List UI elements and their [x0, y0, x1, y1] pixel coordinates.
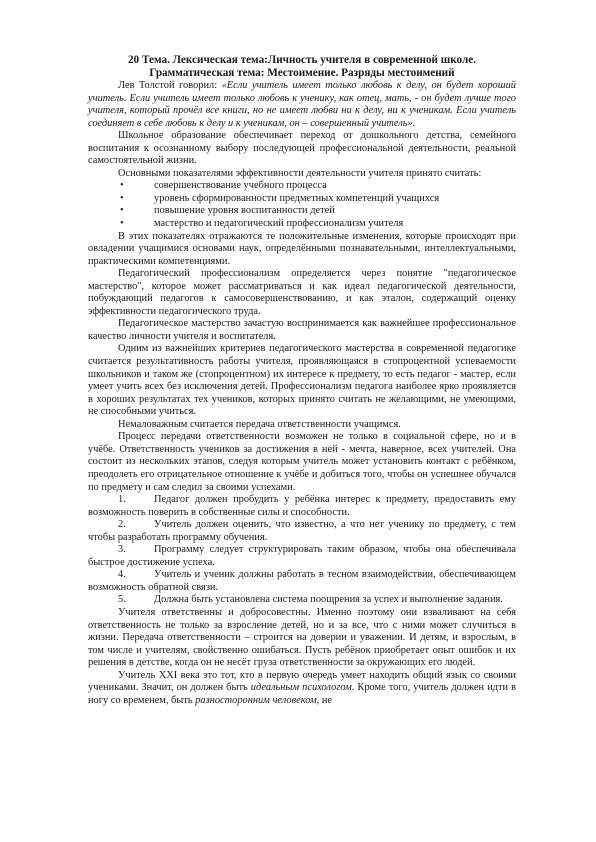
item-text: Учитель и ученик должны работать в тесном взаимодействии, обеспечивающем возможность обратной связи. [88, 569, 516, 593]
item-text: Программу следует структурировать таким образом, чтобы она обеспечивала быстрое достижение успеха. [88, 544, 516, 568]
emphasis-psychologist: идеальным психологом [250, 682, 352, 694]
paragraph-teacher-21st-century [88, 670, 516, 708]
bullet-item [88, 180, 516, 193]
tolstoy-quote-paragraph [88, 80, 516, 130]
emphasis-versatile-person: разносторонним человеком [195, 694, 317, 706]
bullet-text: уровень сформированности предметных компетенций учащихся [154, 192, 440, 204]
paragraph-professionalism: Педагогический профессионализм определяется через понятие "педагогическое мастерство", которое может рассматриваться и как идеал педагогической деятельности, побуждающий педагогов к самосовершенствованию, и как эталон, содержащий оценку эффективности педагогического труда. [88, 268, 516, 317]
item-number: 3. [118, 544, 126, 556]
bullet-icon: • [120, 218, 124, 230]
item-text: Учитель должен оценить, что известно, а что нет ученику по предмету, с тем чтобы разработать программу обучения. [88, 519, 516, 543]
title-line-2: Грамматическая тема: Местоимение. Разряды местоимений [149, 67, 455, 79]
bullet-icon: • [120, 180, 124, 192]
bullet-text: мастерство и педагогический профессионализм учителя [154, 218, 404, 230]
item-number: 1. [118, 494, 126, 506]
numbered-item [88, 494, 516, 519]
item-number: 5. [118, 594, 126, 606]
paragraph-mastery: Педагогическое мастерство зачастую воспринимается как важнейшее профессиональное качество личности учителя и воспитателя. [88, 318, 516, 342]
numbered-item [88, 569, 516, 594]
numbered-item [88, 594, 516, 607]
paragraph-criteria: Одним из важнейших критериев педагогического мастерства в современной педагогике считается результативность работы учителя, проявляющаяся в стопроцентной успеваемости школьников и таком же (стопроцентном) их интересе к предмету, то есть педагог - мастер, если умеет учить всех без исключения детей. Профессионализм педагога наиболее ярко проявляется в хороших результатах тех учеников, которых принято считать не желающими, не умеющими, не способными учиться. [88, 343, 516, 418]
paragraph-responsibility-process: Процесс передачи ответственности возможен не только в социальной сфере, но и в учёбе. Ответственность учеников за достижения в ней - мечта, наверное, всех учителей. Она состоит из нескольких этапов, следуя которым учитель может установить контакт с ребёнком, преодолеть его отрицательное отношение к учёбе и добиться того, чтобы он успешнее обучался по предмету и сам следил за своими успехами. [88, 431, 516, 493]
paragraph-indicators-changes: В этих показателях отражаются те положительные изменения, которые происходят при овладении учащимися основами наук, определёнными познавательными, интеллектуальными, практическими компетенциями. [88, 230, 516, 267]
document-page [88, 54, 516, 707]
item-text: Педагог должен пробудить у ребёнка интерес к предмету, предоставить ему возможность поверить в собственные силы и способности. [88, 494, 516, 518]
paragraph-indicators-intro: Основными показателями эффективности деятельности учителя принято считать: [118, 167, 482, 179]
numbered-item [88, 544, 516, 569]
paragraph-text: . Кроме того, учитель должен идти в ногу со временем, быть [88, 682, 517, 706]
paragraph-text: , не [316, 694, 333, 706]
paragraph-responsibility: Немаловажным считается передача ответственности учащимся. [118, 418, 401, 430]
numbered-item [88, 519, 516, 544]
quote-intro: Лев Толстой говорил: [118, 80, 222, 91]
paragraph-text: Учитель XXI века это тот, кто в первую очередь умеет находить общий язык со своими учениками. Значит, он должен быть [88, 669, 516, 694]
quote-text: «Если учитель имеет только любовь к делу, он будет хороший учитель. Если учитель имеет только любовь к ученику, как отец, мать, - он будет лучше того учителя, который прочёл все книги, но не имеет любви ни к делу, ни к ученикам. Если учитель соединяет в себе любовь к делу и к ученикам, он – совершенный учитель». [88, 80, 516, 129]
item-number: 4. [118, 569, 126, 581]
bullet-text: совершенствование учебного процесса [154, 180, 327, 192]
item-text: Должна быть установлена система поощрения за успех и выполнение задания. [154, 594, 503, 606]
paragraph-school-education: Школьное образование обеспечивает переход от дошкольного детства, семейного воспитания к осознанному выбору последующей профессиональной деятельности, реальной самостоятельной жизни. [88, 130, 516, 167]
bullet-item [88, 218, 516, 231]
bullet-icon: • [120, 205, 124, 217]
bullet-text: повышение уровня воспитанности детей [154, 205, 335, 217]
bullet-item [88, 193, 516, 206]
item-number: 2. [118, 519, 126, 531]
paragraph-teachers-responsible: Учителя ответственны и добросовестны. Именно поэтому они взваливают на себя ответственность не только за взросление детей, но и за все, что с ними может случиться в жизни. Передача ответственности – строится на доверии и уважении. И детям, и взрослым, в том числе и учителям, свойственно ошибаться. Пусть ребёнок приобретает опыт ошибок и их решения в детстве, когда он не несёт груза ответственности за окружающих его людей. [88, 606, 516, 669]
title-line-1: 20 Тема. Лексическая тема:Личность учителя в современной школе. [127, 54, 477, 66]
bullet-item [88, 205, 516, 218]
bullet-icon: • [120, 192, 124, 204]
